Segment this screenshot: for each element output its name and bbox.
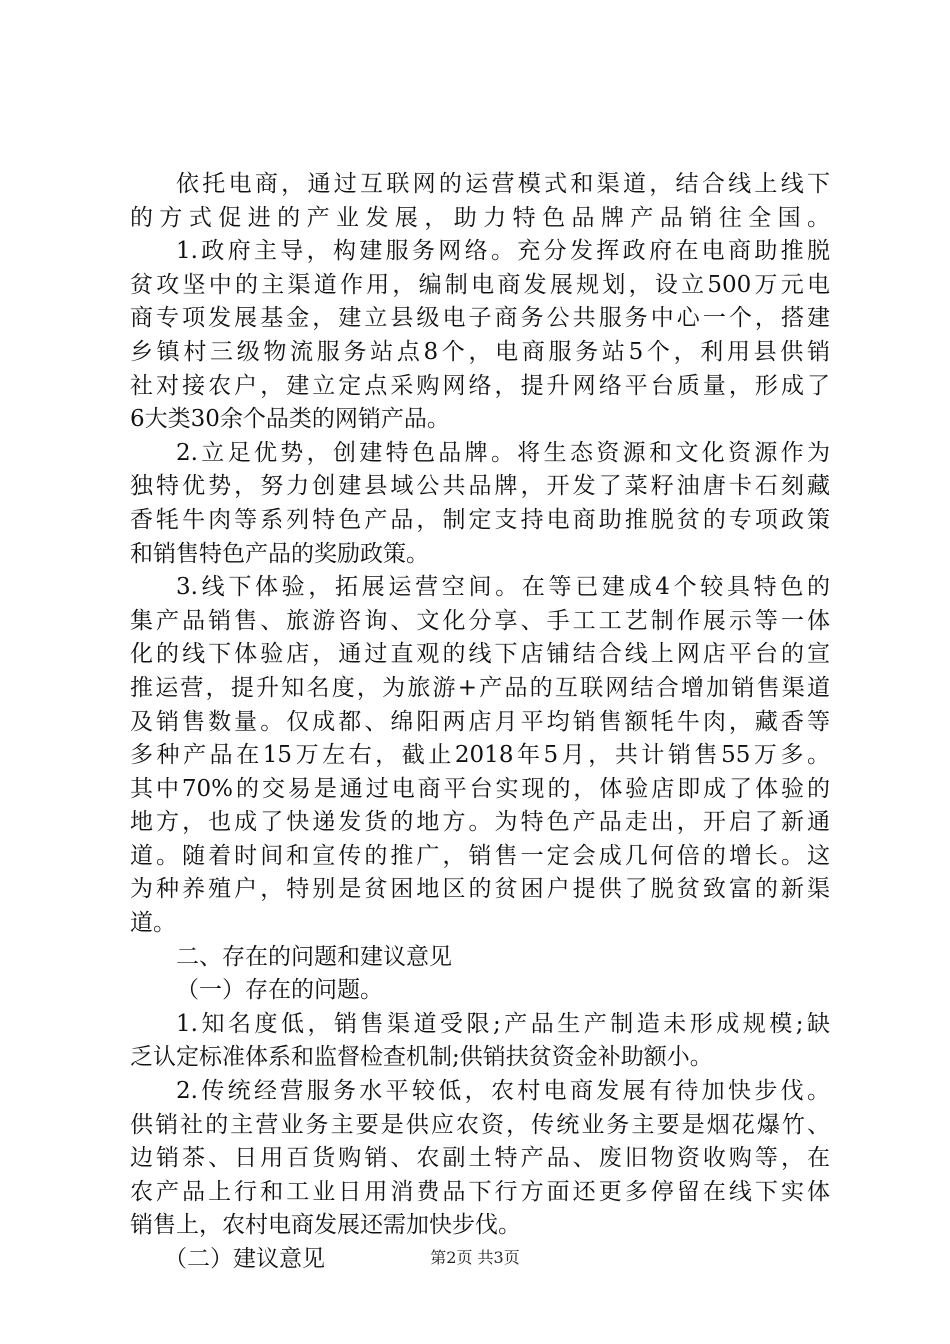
- paragraph-line: 地方，也成了快递发货的地方。为特色产品走出，开启了新通: [130, 809, 830, 836]
- paragraph-line: 道。随着时间和宣传的推广，销售一定会成几何倍的增长。这: [130, 842, 830, 869]
- subsection-heading: （一）存在的问题。: [176, 977, 383, 1004]
- paragraph-line: 2.传统经营服务水平较低，农村电商发展有待加快步伐。: [176, 1078, 830, 1105]
- paragraph-line: 6大类30余个品类的网销产品。: [130, 406, 450, 433]
- paragraph-line: 推运营，提升知名度，为旅游+产品的互联网结合增加销售渠道: [130, 674, 830, 701]
- paragraph-line: 农产品上行和工业日用消费品下行方面还更多停留在线下实体: [130, 1178, 830, 1205]
- paragraph-line: 供销社的主营业务主要是供应农资，传统业务主要是烟花爆竹、: [130, 1111, 830, 1138]
- paragraph-line: 1.政府主导，构建服务网络。充分发挥政府在电商助推脱: [176, 238, 830, 265]
- paragraph-line: 社对接农户，建立定点采购网络，提升网络平台质量，形成了: [130, 372, 830, 399]
- paragraph-line: 和销售特色产品的奖励政策。: [130, 540, 429, 567]
- paragraph-line: 多种产品在15万左右，截止2018年5月，共计销售55万多。: [130, 742, 830, 769]
- paragraph-line: 2.立足优势，创建特色品牌。将生态资源和文化资源作为: [176, 439, 830, 466]
- paragraph-line: 销售上，农村电商发展还需加快步伐。: [130, 1212, 521, 1239]
- paragraph-line: 乡镇村三级物流服务站点8个，电商服务站5个，利用县供销: [130, 338, 830, 365]
- paragraph-line: 依托电商，通过互联网的运营模式和渠道，结合线上线下: [176, 171, 830, 197]
- paragraph-line: 边销茶、日用百货购销、农副土特产品、废旧物资收购等，在: [130, 1145, 830, 1172]
- paragraph-line: 化的线下体验店，通过直观的线下店铺结合线上网店平台的宣: [130, 641, 830, 668]
- paragraph-line: 香牦牛肉等系列特色产品，制定支持电商助推脱贫的专项政策: [130, 506, 830, 533]
- paragraph-line: 及销售数量。仅成都、绵阳两店月平均销售额牦牛肉，藏香等: [130, 708, 830, 735]
- paragraph-line: 独特优势，努力创建县域公共品牌，开发了菜籽油唐卡石刻藏: [130, 473, 830, 500]
- paragraph-line: 商专项发展基金，建立县级电子商务公共服务中心一个，搭建: [130, 305, 830, 332]
- paragraph-line: 贫攻坚中的主渠道作用，编制电商发展规划，设立500万元电: [130, 271, 830, 298]
- paragraph-line: 3.线下体验，拓展运营空间。在等已建成4个较具特色的: [176, 574, 830, 601]
- paragraph-line: 乏认定标准体系和监督检查机制;供销扶贫资金补助额小。: [130, 1044, 713, 1071]
- paragraph-line: 集产品销售、旅游咨询、文化分享、手工工艺制作展示等一体: [130, 607, 830, 634]
- page-number: 第2页 共3页: [430, 1248, 520, 1267]
- subsection-heading: （二）建议意见: [164, 1246, 325, 1272]
- paragraph-line: 为种养殖户，特别是贫困地区的贫困户提供了脱贫致富的新渠: [130, 876, 830, 903]
- paragraph-line: 其中70%的交易是通过电商平台实现的，体验店即成了体验的: [130, 775, 830, 802]
- paragraph-line: 1.知名度低，销售渠道受限;产品生产制造未形成规模;缺: [176, 1010, 830, 1037]
- paragraph-line: 的方式促进的产业发展，助力特色品牌产品销往全国。: [130, 204, 830, 231]
- document-body: [130, 168, 830, 1277]
- section-heading: 二、存在的问题和建议意见: [176, 943, 452, 970]
- paragraph-line: 道。: [130, 910, 176, 937]
